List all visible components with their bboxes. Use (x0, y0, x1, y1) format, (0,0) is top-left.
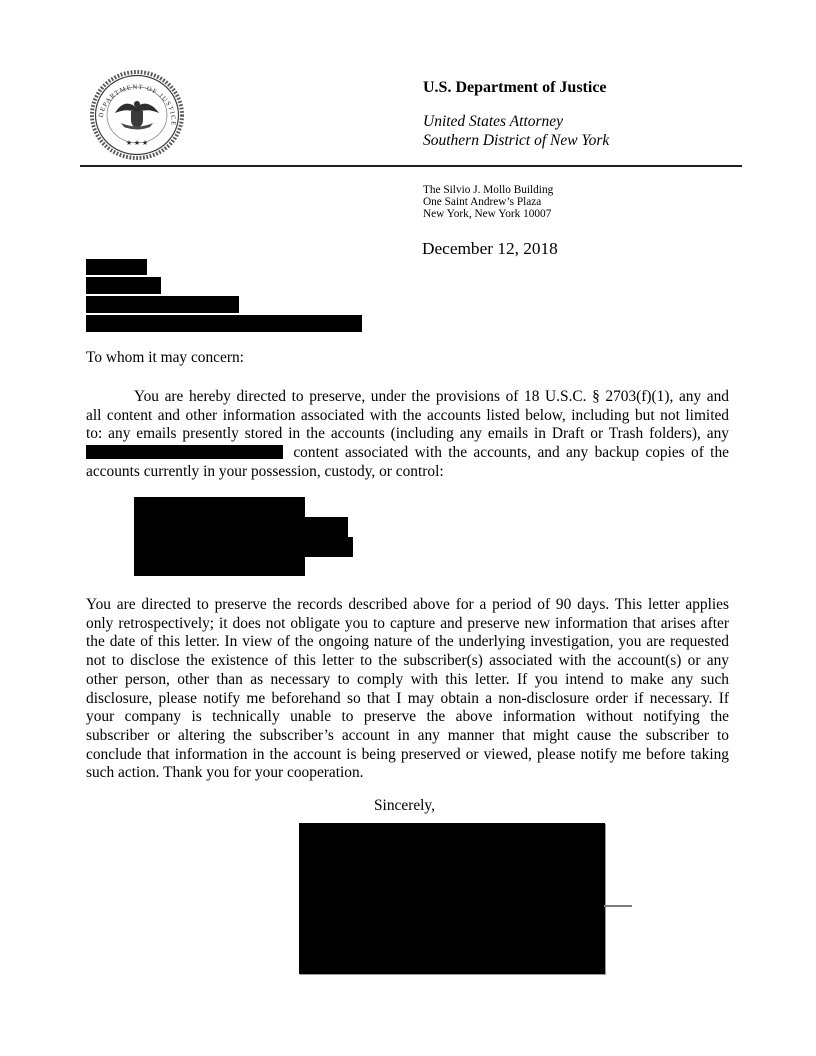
body-line: You are hereby directed to preserve, under the provisions of 18 U.S.C. § 2703(f)(1), any and (134, 388, 729, 405)
account-redaction-bar (134, 497, 305, 517)
recipient-redaction-bar (86, 259, 147, 275)
eagle-head (134, 101, 140, 107)
paragraph-2 (86, 596, 729, 783)
paragraph-1 (86, 388, 729, 482)
account-redaction-bar (134, 517, 348, 537)
doj-seal-icon (88, 68, 186, 162)
district-title: Southern District of New York (423, 132, 610, 149)
body-line: You are directed to preserve the records described above for a period of 90 days. This letter applies (86, 596, 729, 613)
recipient-redaction-bar (86, 296, 239, 313)
signature-redaction-block (299, 823, 605, 974)
body-line: accounts currently in your possession, custody, or control: (86, 462, 444, 480)
account-redaction-bar (134, 537, 353, 557)
office-title: United States Attorney (423, 113, 564, 130)
body-line: such action. Thank you for your cooperation. (86, 764, 364, 782)
valediction: Sincerely, (374, 797, 435, 814)
body-line: disclosure, please notify me beforehand so that I may obtain a non-disclosure order if necessary. If (86, 689, 729, 707)
body-line-text: content associated with the accounts, and any backup copies of the (293, 444, 729, 462)
inline-redaction-bar (86, 445, 283, 459)
body-line: conclude that information in the account is being preserved or viewed, please notify me before taking (86, 745, 729, 763)
agency-title: U.S. Department of Justice (423, 79, 607, 96)
sender-address (423, 184, 553, 221)
seal-stars: ★ ★ ★ (125, 139, 149, 147)
recipient-redaction-bar (86, 315, 362, 332)
body-line (86, 444, 729, 463)
body-line: all content and other information associated with the accounts listed below, including but not limited (86, 406, 729, 424)
account-redaction-bar (134, 557, 305, 576)
body-line: the date of this letter. In view of the ongoing nature of the underlying investigation, you are requested (86, 633, 729, 651)
seal-rim-text: DEPARTMENT OF JUSTICE (97, 83, 177, 127)
address-line: New York, New York 10007 (423, 208, 552, 221)
address-line: The Silvio J. Mollo Building (423, 184, 554, 196)
body-line: to: any emails presently stored in the accounts (including any emails in Draft or Trash folders), any (86, 425, 729, 443)
recipient-redaction-bar (86, 277, 161, 294)
eagle-shield (131, 111, 143, 128)
salutation: To whom it may concern: (86, 349, 244, 366)
body-line: other person, other than as necessary to comply with this letter. If you intend to make any such (86, 670, 729, 688)
letter-date: December 12, 2018 (422, 239, 558, 258)
body-line: subscriber or altering the subscriber’s account in any manner that might cause the subscriber to (86, 726, 729, 744)
body-line: not to disclose the existence of this letter to the subscriber(s) associated with the account(s) or any (86, 652, 729, 670)
body-line: your company is technically unable to preserve the above information without notifying the (86, 708, 729, 726)
body-line: only retrospectively; it does not obligate you to capture and preserve new information that arises after (86, 614, 729, 632)
signature-line-remnant (604, 905, 632, 907)
address-line: One Saint Andrew’s Plaza (423, 196, 542, 209)
letterhead-divider (80, 165, 742, 167)
